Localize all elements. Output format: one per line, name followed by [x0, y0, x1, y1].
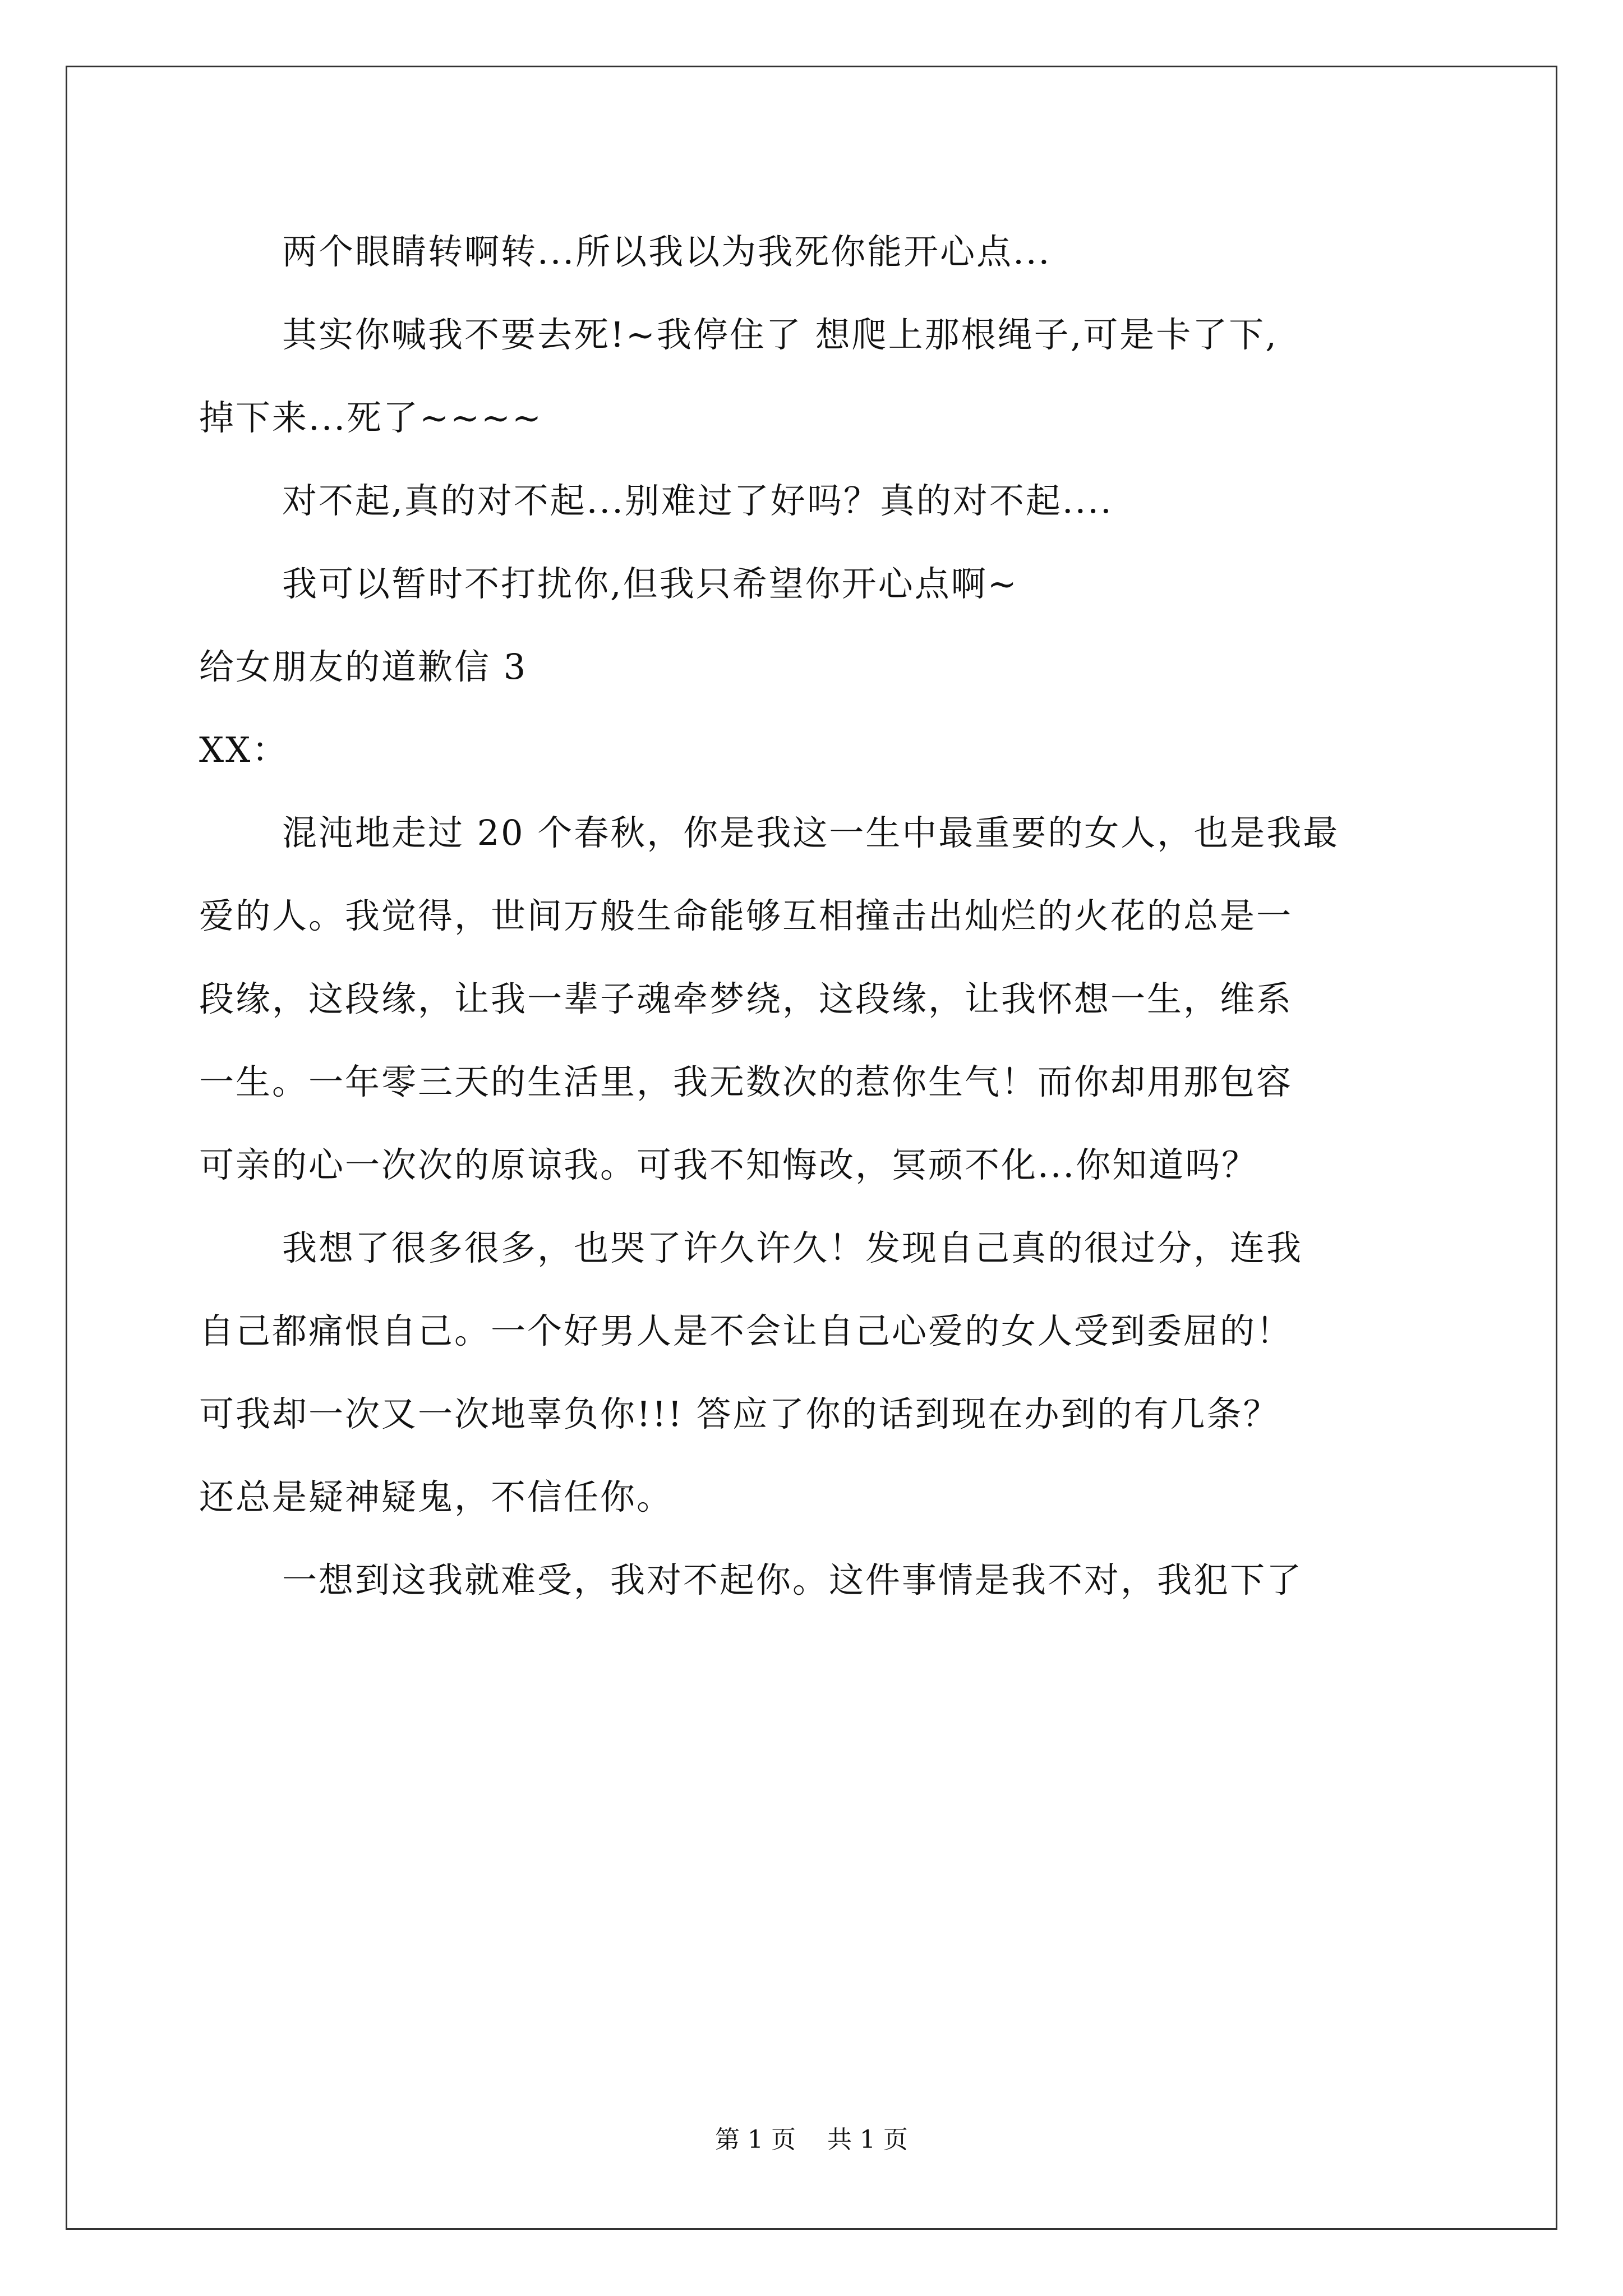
text-line: 一生。一年零三天的生活里，我无数次的惹你生气！而你却用那包容: [199, 1061, 1293, 1102]
text-line: 掉下来...死了~~~~: [199, 397, 543, 438]
text-line: 对不起,真的对不起...别难过了好吗？真的对不起....: [282, 480, 1113, 521]
text-line: 可亲的心一次次的原谅我。可我不知悔改，冥顽不化...你知道吗？: [199, 1144, 1258, 1185]
text-line: 我想了很多很多，也哭了许久许久！发现自己真的很过分，连我: [282, 1227, 1303, 1268]
text-line: 还总是疑神疑鬼，不信任你。: [199, 1476, 674, 1517]
document-body: [199, 210, 1427, 1622]
text-line: 两个眼睛转啊转...所以我以为我死你能开心点...: [282, 231, 1052, 272]
text-line: 可我却一次又一次地辜负你!!! 答应了你的话到现在办到的有几条？: [199, 1393, 1280, 1434]
text-line: 混沌地走过 20 个春秋，你是我这一生中最重要的女人，也是我最: [282, 812, 1340, 853]
text-line: 自己都痛恨自己。一个好男人是不会让自己心爱的女人受到委屈的！: [199, 1310, 1293, 1351]
text-line: 段缘，这段缘，让我一辈子魂牵梦绕，这段缘，让我怀想一生，维系: [199, 978, 1293, 1019]
text-line: 爱的人。我觉得，世间万般生命能够互相撞击出灿烂的火花的总是一: [199, 895, 1293, 936]
section-heading: 给女朋友的道歉信 3: [199, 646, 528, 687]
text-line: 一想到这我就难受，我对不起你。这件事情是我不对，我犯下了: [282, 1559, 1303, 1600]
text-line: 其实你喊我不要去死!~我停住了 想爬上那根绳子,可是卡了下,: [282, 314, 1278, 355]
page-footer: 第 1 页 共 1 页: [715, 2125, 908, 2154]
salutation: XX：: [199, 729, 289, 770]
text-line: 我可以暂时不打扰你,但我只希望你开心点啊~: [282, 563, 1018, 604]
